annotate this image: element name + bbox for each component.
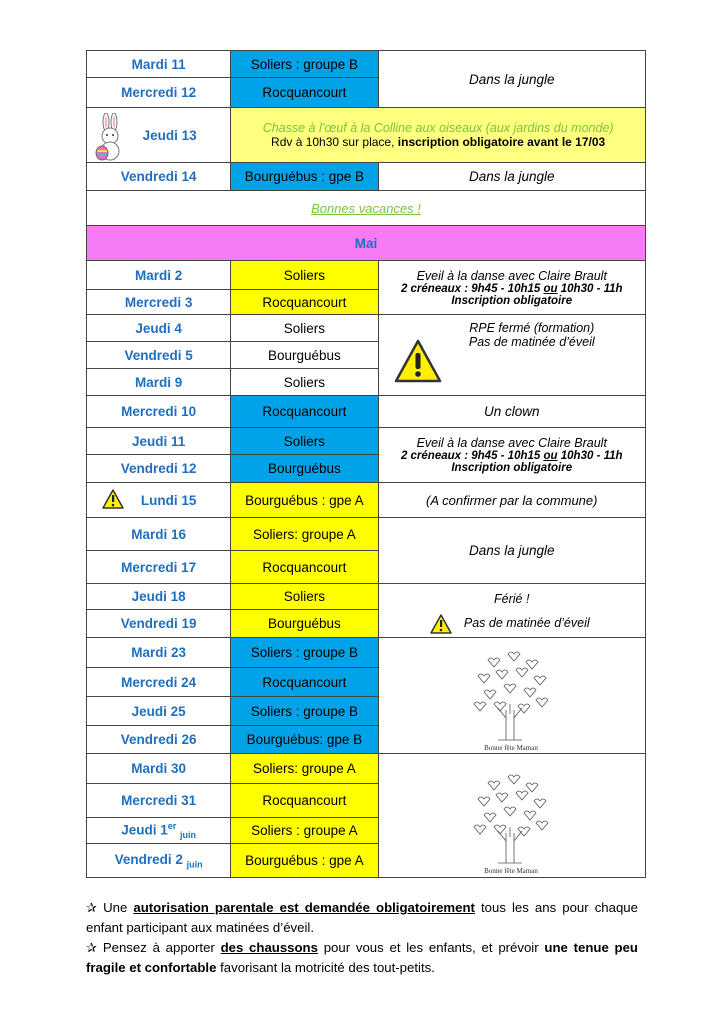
place-cell: Soliers : groupe B xyxy=(231,51,378,78)
place-cell: Soliers xyxy=(231,584,378,610)
warning-triangle-icon xyxy=(430,614,452,634)
day-label: Jeudi 13 xyxy=(142,127,197,143)
activity-cell: Un clown xyxy=(378,396,646,428)
activity-registration: Inscription obligatoire xyxy=(451,462,573,474)
day-label: Vendredi 2 xyxy=(114,851,183,867)
day-cell: Mercredi 12 xyxy=(87,78,231,108)
table-row xyxy=(87,396,646,428)
day-month: juin xyxy=(180,830,197,841)
place-cell: Rocquancourt xyxy=(231,78,378,108)
month-row xyxy=(87,226,646,261)
day-cell: Mercredi 31 xyxy=(87,784,231,818)
day-cell: Vendredi 5 xyxy=(87,342,231,369)
activity-cell: (A confirmer par la commune) xyxy=(378,483,646,518)
drawing-caption: Bonne fête Maman xyxy=(484,867,538,875)
note-text: pour vous et les enfants, et prévoir xyxy=(323,940,539,955)
activity-title: RPE fermé (formation) xyxy=(469,321,595,335)
note-text: Une xyxy=(103,900,128,915)
day-cell xyxy=(87,818,231,844)
day-sup: er xyxy=(167,820,177,831)
place-cell: Soliers xyxy=(231,261,378,290)
activity-note: Pas de matinée d’éveil xyxy=(463,615,590,630)
event-cell xyxy=(231,108,646,163)
slot-2: 10h30 - 11h xyxy=(560,282,623,295)
table-row xyxy=(87,483,646,518)
activity-note: Pas de matinée d’éveil xyxy=(468,335,595,349)
activity-cell xyxy=(378,261,646,315)
activity-title: Eveil à la danse avec Claire Brault xyxy=(416,268,607,283)
activity-cell xyxy=(378,428,646,483)
day-cell: Mardi 2 xyxy=(87,261,231,290)
activity-cell xyxy=(378,584,646,638)
place-cell: Bourguébus : gpe A xyxy=(231,483,378,518)
mothers-day-tree-drawing xyxy=(468,648,554,754)
table-row xyxy=(87,261,646,290)
place-cell: Soliers : groupe A xyxy=(231,818,378,844)
place-cell: Bourguébus : gpe A xyxy=(231,844,378,878)
place-cell: Soliers : groupe B xyxy=(231,697,378,726)
place-cell: Soliers: groupe A xyxy=(231,754,378,784)
month-heading: Mai xyxy=(87,226,646,261)
place-cell: Bourguébus xyxy=(231,610,378,638)
schedule-table xyxy=(86,50,646,878)
place-cell: Rocquancourt xyxy=(231,784,378,818)
table-row xyxy=(87,518,646,551)
note-emphasis: une tenue peu fragile et confortable xyxy=(86,940,638,975)
day-cell: Vendredi 26 xyxy=(87,726,231,754)
place-cell: Soliers : groupe B xyxy=(231,638,378,668)
place-cell: Soliers: groupe A xyxy=(231,518,378,551)
tree-illustration xyxy=(468,771,554,877)
table-row xyxy=(87,754,646,784)
vacation-text: Bonnes vacances ! xyxy=(311,200,421,216)
day-month: juin xyxy=(186,859,203,870)
day-cell: Mercredi 3 xyxy=(87,290,231,315)
place-cell: Soliers xyxy=(231,428,378,455)
slot-or: ou xyxy=(543,450,558,462)
event-meeting: Rdv à 10h30 sur place, xyxy=(271,135,395,149)
table-row xyxy=(87,428,646,455)
table-row xyxy=(87,191,646,226)
note-authorization xyxy=(86,898,638,938)
bunny-easter-egg-icon xyxy=(93,113,127,163)
place-cell: Rocquancourt xyxy=(231,396,378,428)
tree-illustration xyxy=(468,648,554,754)
slot-or: ou xyxy=(543,282,558,295)
day-cell: Mercredi 10 xyxy=(87,396,231,428)
place-cell: Soliers xyxy=(231,369,378,396)
day-cell: Vendredi 12 xyxy=(87,455,231,483)
day-cell: Vendredi 14 xyxy=(87,163,231,191)
day-label: Jeudi 1 xyxy=(121,822,168,838)
place-cell: Bourguébus xyxy=(231,455,378,483)
slot-2: 10h30 - 11h xyxy=(560,450,623,462)
day-cell: Jeudi 25 xyxy=(87,697,231,726)
activity-cell: Dans la jungle xyxy=(378,163,646,191)
note-text: favorisant la motricité des tout-petits. xyxy=(220,960,435,975)
day-cell xyxy=(87,844,231,878)
activity-title: Férié ! xyxy=(494,591,530,606)
activity-cell: Dans la jungle xyxy=(378,518,646,584)
table-row xyxy=(87,638,646,668)
place-cell: Bourguébus: gpe B xyxy=(231,726,378,754)
day-cell: Mercredi 24 xyxy=(87,668,231,697)
activity-registration: Inscription obligatoire xyxy=(451,294,573,307)
vacation-cell xyxy=(87,191,646,226)
place-cell: Bourguébus : gpe B xyxy=(231,163,378,191)
drawing-caption: Bonne fête Maman xyxy=(484,744,538,752)
day-cell: Mardi 16 xyxy=(87,518,231,551)
day-cell: Mardi 23 xyxy=(87,638,231,668)
place-cell: Soliers xyxy=(231,315,378,342)
day-label: Lundi 15 xyxy=(140,492,197,508)
star-icon: ✰ xyxy=(86,900,98,915)
note-emphasis: des chaussons xyxy=(220,940,318,955)
note-text: tous les ans pour chaque enfant participant aux matinées d’éveil. xyxy=(86,900,638,935)
mothers-day-tree-drawing xyxy=(468,771,554,877)
place-cell: Rocquancourt xyxy=(231,290,378,315)
table-row xyxy=(87,108,646,163)
warning-triangle-icon xyxy=(394,339,442,383)
day-cell: Jeudi 4 xyxy=(87,315,231,342)
day-cell: Mardi 9 xyxy=(87,369,231,396)
table-row xyxy=(87,584,646,610)
table-row xyxy=(87,51,646,78)
activity-title: Eveil à la danse avec Claire Brault xyxy=(416,436,607,450)
table-row xyxy=(87,315,646,342)
activity-cell: Dans la jungle xyxy=(378,51,646,108)
day-cell: Jeudi 18 xyxy=(87,584,231,610)
warning-triangle-icon xyxy=(102,489,124,509)
event-registration: inscription obligatoire avant le 17/03 xyxy=(397,135,606,149)
slot-1: 2 créneaux : 9h45 - 10h15 xyxy=(400,450,541,462)
day-cell: Mardi 11 xyxy=(87,51,231,78)
note-slippers xyxy=(86,938,638,978)
day-cell: Jeudi 11 xyxy=(87,428,231,455)
notes-section xyxy=(86,898,638,978)
place-cell: Bourguébus xyxy=(231,342,378,369)
note-emphasis: autorisation parentale est demandée obligatoirement xyxy=(133,900,475,915)
note-text: Pensez à apporter xyxy=(102,940,215,955)
day-cell: Vendredi 19 xyxy=(87,610,231,638)
event-title: Chasse à l’œuf à la Colline aux oiseaux (aux jardins du monde) xyxy=(262,121,614,135)
table-row xyxy=(87,163,646,191)
slot-1: 2 créneaux : 9h45 - 10h15 xyxy=(400,282,541,295)
place-cell: Rocquancourt xyxy=(231,668,378,697)
star-icon: ✰ xyxy=(86,940,98,955)
day-cell: Mardi 30 xyxy=(87,754,231,784)
day-cell: Mercredi 17 xyxy=(87,551,231,584)
place-cell: Rocquancourt xyxy=(231,551,378,584)
